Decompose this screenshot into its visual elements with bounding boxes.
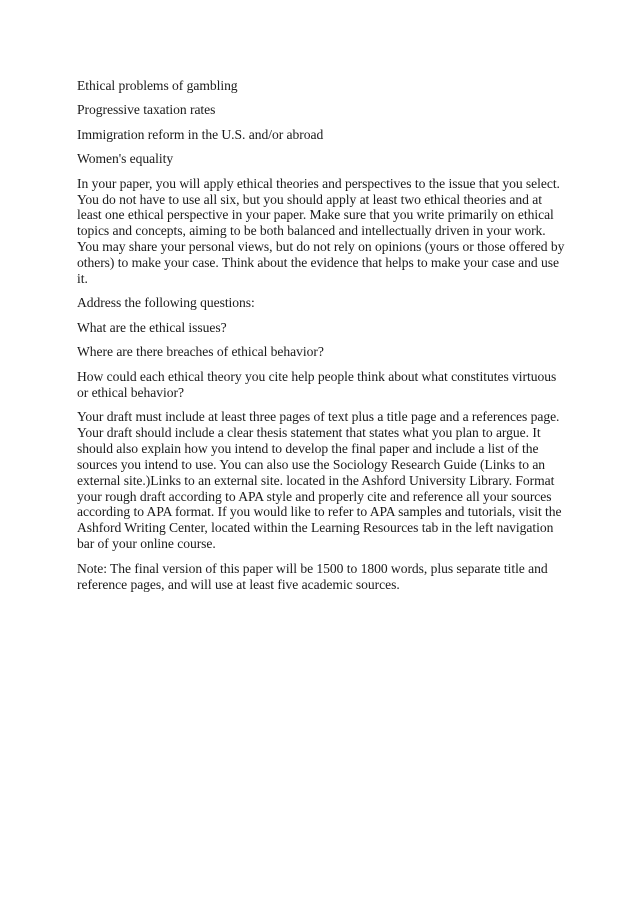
topic-womens-equality: Women's equality	[77, 151, 174, 167]
topic-immigration: Immigration reform in the U.S. and/or abroad	[77, 126, 324, 142]
topic-taxation: Progressive taxation rates	[77, 102, 216, 118]
topic-gambling: Ethical problems of gambling	[77, 78, 238, 93]
question-ethical-issues: What are the ethical issues?	[77, 319, 227, 335]
instructions-paragraph: In your paper, you will apply ethical theories and perspectives to the issue that you select. You do not have to use all six, but you should apply at least two ethical theories and at least one ethical perspective in your paper. Make sure that you write primarily on ethical topics and concepts, aiming to be both balanced and intellectually driven in your work. You may share your personal views, but do not rely on opinions (yours or those offered by others) to make your case. Think about the evidence that helps to make your case and use it.	[77, 175, 565, 287]
document-page	[77, 78, 567, 601]
draft-requirements-paragraph: Your draft must include at least three pages of text plus a title page and a references page. Your draft should include a clear thesis statement that states what you plan to argue. It should also explain how you intend to develop the final paper and include a list of the sources you intend to use. You can also use the Sociology Research Guide (Links to an external site.)Links to an external site. located in the Ashford University Library. Format your rough draft according to APA style and properly cite and reference all your sources according to APA format. If you would like to refer to APA samples and tutorials, visit the Ashford Writing Center, located within the Learning Resources tab in the left navigation bar of your online course.	[77, 409, 562, 552]
final-version-note: Note: The final version of this paper will be 1500 to 1800 words, plus separate title and reference pages, and will use at least five academic sources.	[77, 560, 548, 592]
question-ethical-theory: How could each ethical theory you cite help people think about what constitutes virtuous or ethical behavior?	[77, 368, 557, 400]
questions-intro: Address the following questions:	[77, 295, 255, 311]
question-breaches: Where are there breaches of ethical behavior?	[77, 344, 324, 360]
